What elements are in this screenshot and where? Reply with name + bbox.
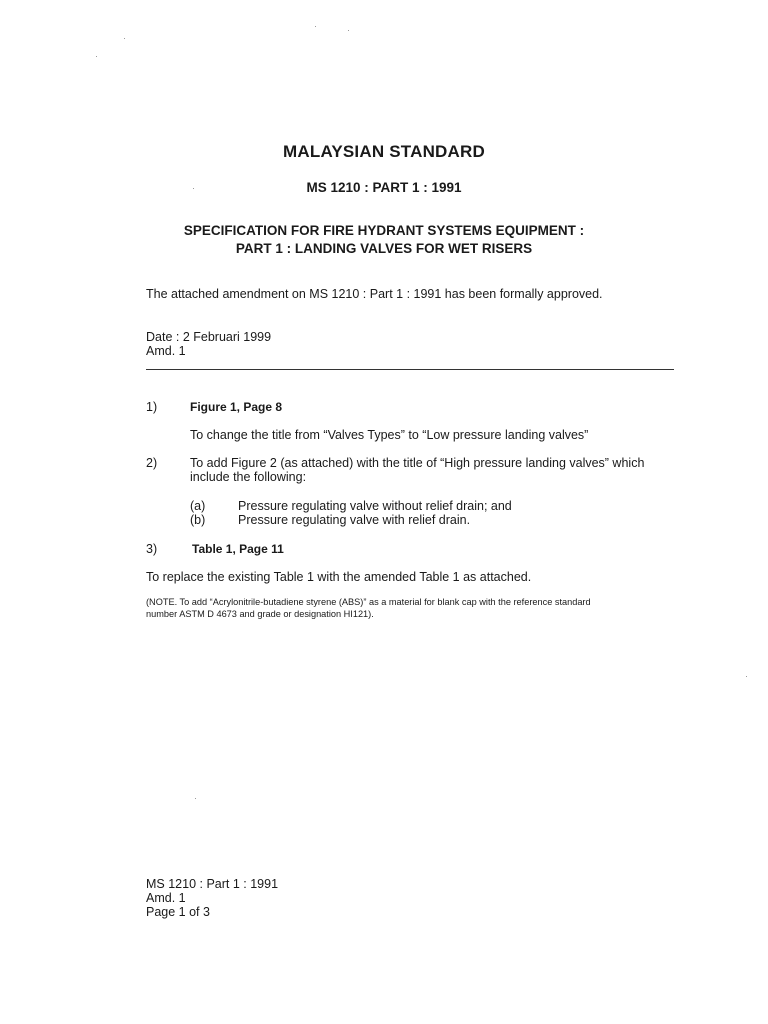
subitem-a-text: Pressure regulating valve without relief drain; and [238,499,512,513]
scan-speck [195,798,196,799]
amendment-number: Amd. 1 [146,344,186,358]
scan-speck [746,676,747,677]
footer-page-number: Page 1 of 3 [146,905,210,919]
amendment-date: Date : 2 Februari 1999 [146,330,272,344]
item-2-text-line-2: include the following: [190,470,307,484]
item-3-number: 3) [146,542,158,556]
note-line-1: (NOTE. To add “Acrylonitrile-butadiene styrene (ABS)” as a material for blank cap with the reference standard [146,597,591,607]
document-title: MALAYSIAN STANDARD [283,142,485,161]
scan-speck [193,188,194,189]
item-1-text: To change the title from “Valves Types” to “Low pressure landing valves” [190,428,589,442]
item-3-heading: Table 1, Page 11 [192,542,284,556]
item-3-text: To replace the existing Table 1 with the amended Table 1 as attached. [146,570,532,584]
item-1-number: 1) [146,400,158,414]
footer-amendment: Amd. 1 [146,891,186,905]
subitem-a-label: (a) [190,499,206,513]
item-2-number: 2) [146,456,158,470]
scan-speck [96,56,97,57]
standard-code: MS 1210 : PART 1 : 1991 [306,180,462,195]
note-line-2: number ASTM D 4673 and grade or designation HI121). [146,609,374,619]
subitem-b-label: (b) [190,513,206,527]
divider-line [146,369,674,370]
footer-standard: MS 1210 : Part 1 : 1991 [146,877,279,891]
intro-text: The attached amendment on MS 1210 : Part 1 : 1991 has been formally approved. [146,287,603,301]
item-1-heading: Figure 1, Page 8 [190,400,283,414]
note [146,596,686,620]
specification-title-line-2: PART 1 : LANDING VALVES FOR WET RISERS [235,241,533,256]
scan-speck [124,38,125,39]
scan-speck [348,30,349,31]
item-2-text-line-1: To add Figure 2 (as attached) with the title of “High pressure landing valves” which [190,456,645,470]
subitem-b-text: Pressure regulating valve with relief drain. [238,513,471,527]
specification-title-line-1: SPECIFICATION FOR FIRE HYDRANT SYSTEMS EQUIPMENT : [183,223,585,238]
scan-speck [315,26,316,27]
specification-title [0,222,768,258]
